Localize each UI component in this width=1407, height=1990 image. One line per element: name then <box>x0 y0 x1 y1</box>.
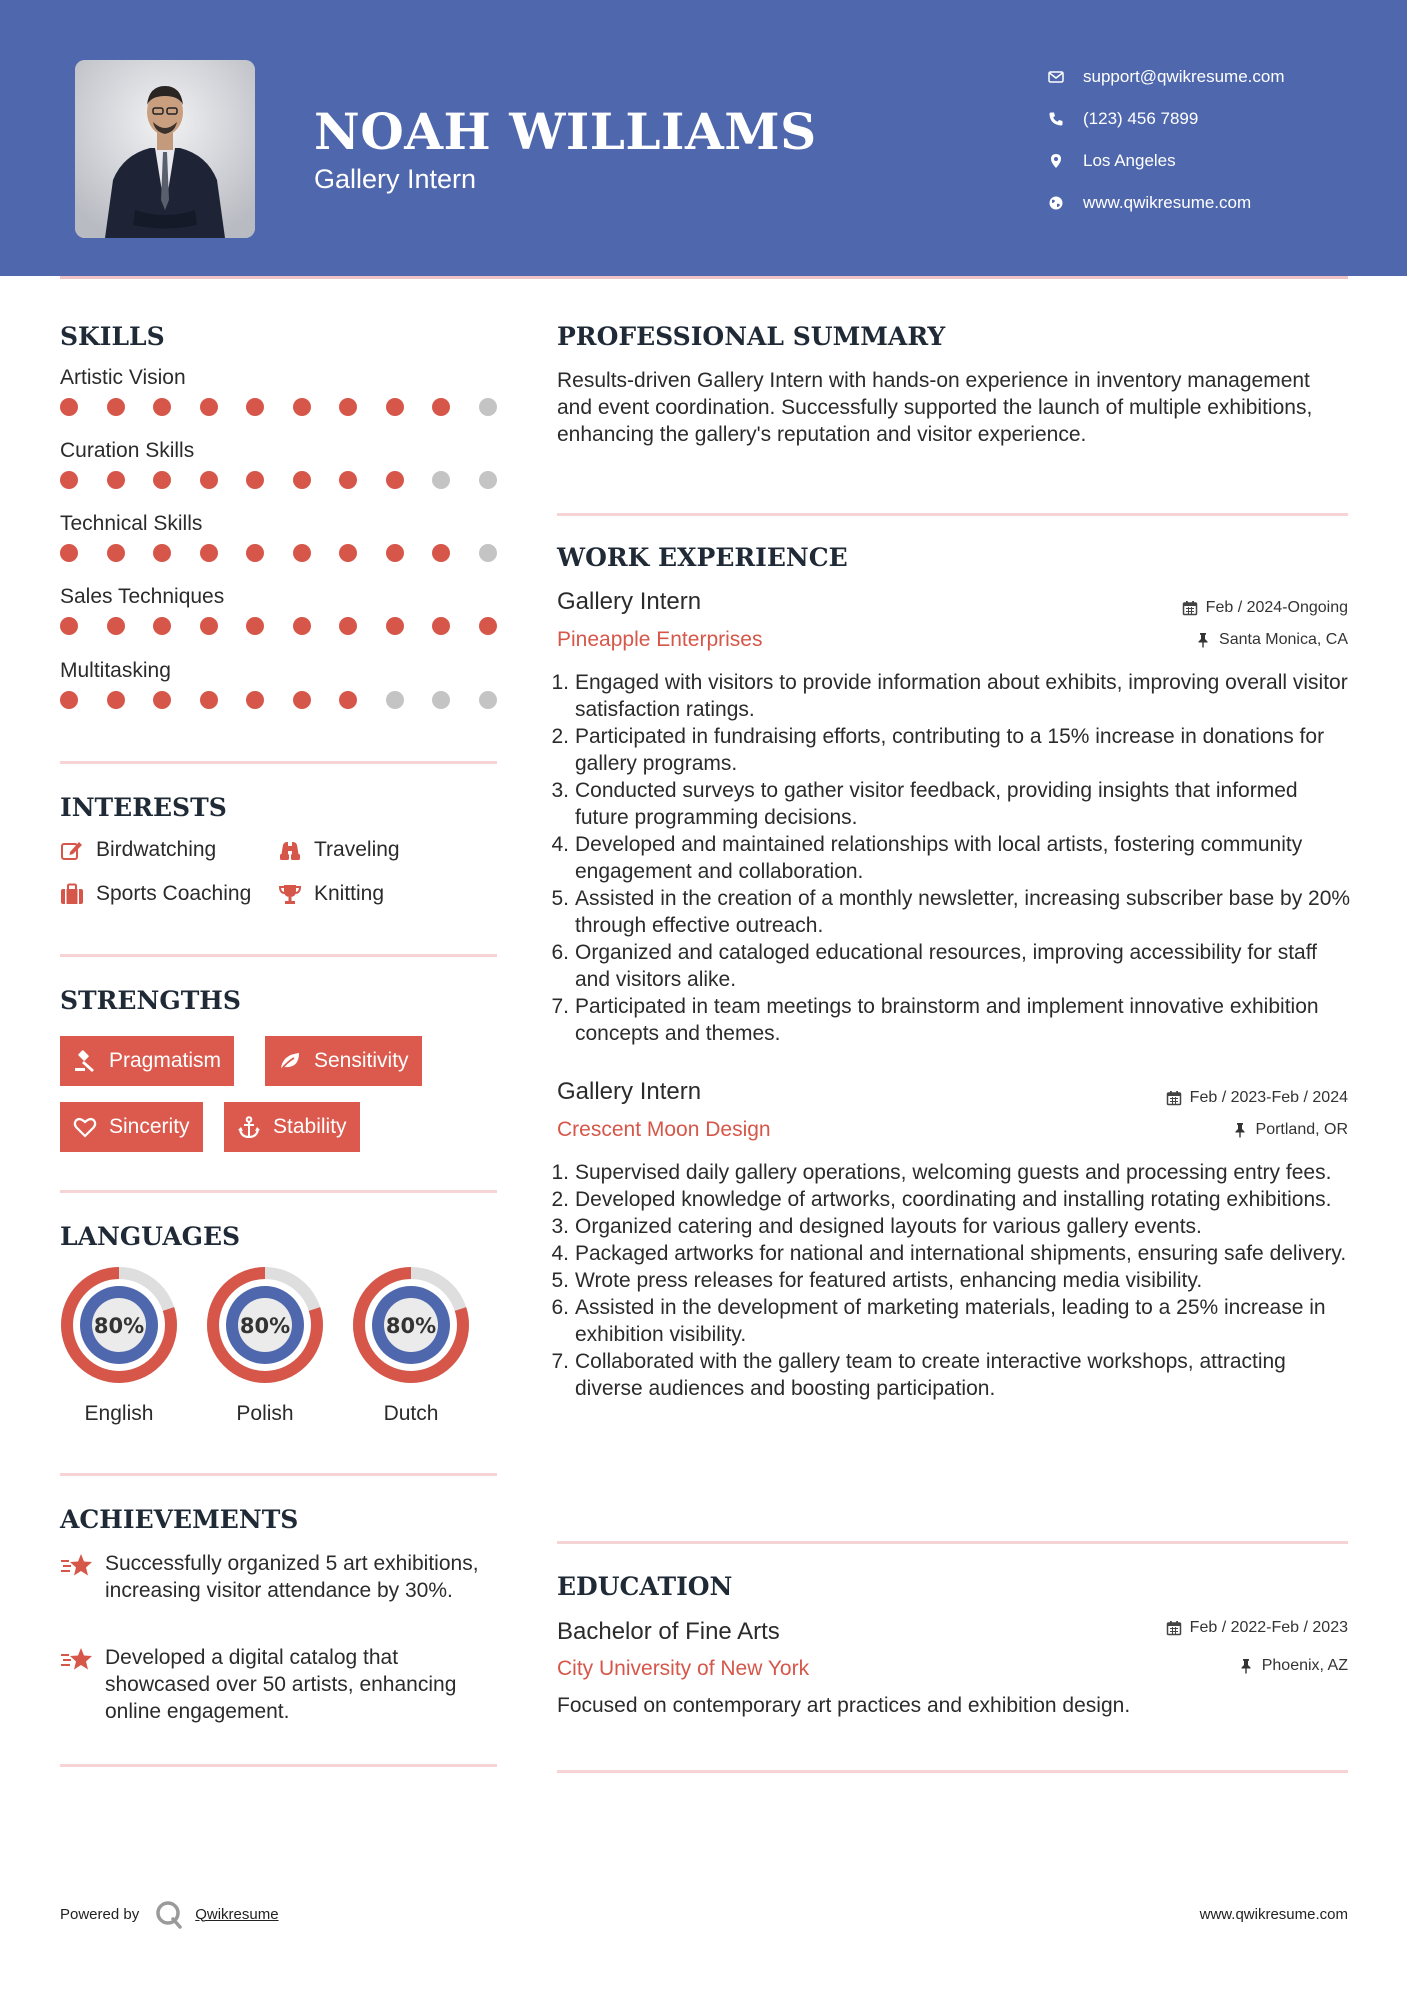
candidate-role: Gallery Intern <box>314 164 477 194</box>
rating-dot-filled <box>386 471 404 489</box>
rating-dot-empty <box>432 471 450 489</box>
globe-icon <box>1048 195 1064 211</box>
strength-label: Sensitivity <box>314 1049 409 1072</box>
job-company: Pineapple Enterprises <box>557 628 763 651</box>
rating-dot-filled <box>293 544 311 562</box>
section-divider <box>60 1190 497 1193</box>
list-item-text: Organized catering and designed layouts for various gallery events. <box>575 1215 1202 1238</box>
contact-website-text: www.qwikresume.com <box>1083 193 1252 212</box>
powered-by-label: Powered by <box>60 1905 140 1923</box>
rating-dot-filled <box>60 544 78 562</box>
strength-tag <box>60 1036 234 1086</box>
job-dates <box>1166 1089 1348 1107</box>
interest-item <box>278 882 384 906</box>
list-item: 6. Assisted in the development of marketing materials, leading to a 25% increase in exhibition visibility. <box>551 1296 1326 1346</box>
rating-dot-filled <box>107 691 125 709</box>
pushpin-icon <box>1195 632 1211 648</box>
achievement-text: Successfully organized 5 art exhibitions, increasing visitor attendance by 30%. <box>105 1552 479 1602</box>
list-item-text: Packaged artworks for national and international shipments, ensuring safe delivery. <box>575 1242 1347 1265</box>
edit-icon <box>60 839 84 861</box>
star-icon <box>60 1646 94 1672</box>
degree-title: Bachelor of Fine Arts <box>557 1618 780 1645</box>
rating-dot-filled <box>339 544 357 562</box>
education-heading: EDUCATION <box>557 1572 733 1601</box>
skill-name: Artistic Vision <box>60 366 186 389</box>
achievement-item <box>60 1550 500 1604</box>
calendar-icon <box>1166 1620 1182 1636</box>
rating-dot-filled <box>60 617 78 635</box>
language-percent: 80% <box>239 1314 291 1338</box>
list-item: 3. Organized catering and designed layouts for various gallery events. <box>551 1215 1202 1238</box>
rating-dot-filled <box>200 471 218 489</box>
job-responsibilities <box>551 1159 1357 1402</box>
job-dates <box>1182 599 1348 617</box>
strength-tag <box>60 1102 203 1152</box>
skill-item <box>60 659 500 709</box>
list-item: 4. Developed and maintained relationships with local artists, fostering community engagement and collaboration. <box>551 833 1303 883</box>
rating-dot-empty <box>479 544 497 562</box>
contact-website[interactable] <box>1048 182 1285 224</box>
contact-location <box>1048 140 1285 182</box>
strengths-heading: STRENGTHS <box>60 986 241 1015</box>
language-name: English <box>84 1402 154 1425</box>
list-item-text: Engaged with visitors to provide information about exhibits, improving overall visitor satisfaction ratings. <box>575 671 1348 721</box>
heart-icon <box>73 1116 97 1138</box>
list-item: 2. Developed knowledge of artworks, coordinating and installing rotating exhibitions. <box>551 1188 1332 1211</box>
skill-rating <box>60 689 500 709</box>
list-item: 2. Participated in fundraising efforts, contributing to a 15% increase in donations for gallery programs. <box>551 725 1325 775</box>
skill-item <box>60 512 500 562</box>
rating-dot-filled <box>153 471 171 489</box>
education-location <box>1238 1657 1348 1675</box>
strength-label: Sincerity <box>109 1115 190 1138</box>
job-location-text: Portland, OR <box>1255 1121 1348 1138</box>
language-item <box>59 1265 179 1426</box>
rating-dot-filled <box>339 617 357 635</box>
job-location <box>1195 631 1348 649</box>
list-item-text: Developed knowledge of artworks, coordinating and installing rotating exhibitions. <box>575 1188 1332 1211</box>
languages-heading: LANGUAGES <box>60 1222 241 1251</box>
list-item-text: Collaborated with the gallery team to create interactive workshops, attracting diverse audiences and boosting participation. <box>575 1350 1286 1400</box>
rating-dot-filled <box>246 544 264 562</box>
rating-dot-filled <box>246 691 264 709</box>
skill-name: Curation Skills <box>60 439 195 462</box>
list-item-text: Participated in team meetings to brainstorm and implement innovative exhibition concepts and themes. <box>575 995 1319 1045</box>
list-item: 1. Engaged with visitors to provide information about exhibits, improving overall visitor satisfaction ratings. <box>551 671 1348 721</box>
rating-dot-filled <box>246 471 264 489</box>
education-dates-text: Feb / 2022-Feb / 2023 <box>1189 1619 1348 1636</box>
section-divider <box>60 1473 497 1476</box>
rating-dot-filled <box>153 544 171 562</box>
education-description: Focused on contemporary art practices and exhibition design. <box>557 1694 1131 1717</box>
skill-item <box>60 585 500 635</box>
rating-dot-filled <box>107 471 125 489</box>
calendar-icon <box>1166 1090 1182 1106</box>
section-divider <box>557 1541 1348 1544</box>
list-item-text: Assisted in the development of marketing materials, leading to a 25% increase in exhibition visibility. <box>575 1296 1326 1346</box>
job-title: Gallery Intern <box>557 588 702 615</box>
interest-label: Traveling <box>314 838 400 861</box>
interest-label: Knitting <box>314 882 385 905</box>
contact-phone[interactable] <box>1048 98 1285 140</box>
profile-photo <box>75 60 255 238</box>
list-item-text: Organized and cataloged educational resources, improving accessibility for staff and visitors alike. <box>575 941 1318 991</box>
contact-phone-text: (123) 456 7899 <box>1083 109 1199 128</box>
list-item: 5. Wrote press releases for featured artists, enhancing media visibility. <box>551 1269 1203 1292</box>
language-item <box>205 1265 325 1426</box>
contact-email[interactable] <box>1048 56 1285 98</box>
skills-heading: SKILLS <box>60 322 165 351</box>
rating-dot-filled <box>339 398 357 416</box>
gavel-icon <box>73 1050 97 1072</box>
job-responsibilities <box>551 669 1357 1047</box>
school-name: City University of New York <box>557 1657 810 1680</box>
rating-dot-filled <box>246 617 264 635</box>
skill-name: Technical Skills <box>60 512 203 535</box>
header-divider <box>60 276 1348 279</box>
rating-dot-filled <box>293 398 311 416</box>
list-item-text: Developed and maintained relationships with local artists, fostering community engagement and collaboration. <box>575 833 1303 883</box>
summary-heading: PROFESSIONAL SUMMARY <box>557 322 946 351</box>
rating-dot-filled <box>339 471 357 489</box>
rating-dot-filled <box>153 691 171 709</box>
list-item-text: Wrote press releases for featured artists, enhancing media visibility. <box>575 1269 1203 1292</box>
language-ring <box>205 1265 325 1385</box>
rating-dot-filled <box>60 691 78 709</box>
experience-heading: WORK EXPERIENCE <box>557 543 848 572</box>
summary-text: Results-driven Gallery Intern with hands-on experience in inventory management and event coordination. Successfully supported the launch of multiple exhibitions, enhancing the gallery's reputation and visitor experience. <box>557 369 1313 446</box>
education-dates <box>1166 1619 1348 1637</box>
rating-dot-empty <box>479 398 497 416</box>
rating-dot-filled <box>293 617 311 635</box>
language-percent: 80% <box>385 1314 437 1338</box>
skill-rating <box>60 542 500 562</box>
phone-icon <box>1048 111 1064 127</box>
rating-dot-filled <box>386 544 404 562</box>
job-dates-text: Feb / 2023-Feb / 2024 <box>1189 1089 1348 1106</box>
rating-dot-filled <box>339 691 357 709</box>
candidate-name: NOAH WILLIAMS <box>314 102 817 161</box>
skill-item <box>60 439 500 489</box>
list-item: 3. Conducted surveys to gather visitor feedback, providing insights that informed future programming decisions. <box>551 779 1298 829</box>
skill-item <box>60 366 500 416</box>
section-divider <box>557 1770 1348 1773</box>
interest-label: Sports Coaching <box>96 882 252 905</box>
contact-email-text: support@qwikresume.com <box>1083 67 1285 86</box>
rating-dot-filled <box>107 617 125 635</box>
skill-rating <box>60 396 500 416</box>
job-location <box>1232 1121 1348 1139</box>
skill-rating <box>60 469 500 489</box>
achievement-text: Developed a digital catalog that showcased over 50 artists, enhancing online engagement. <box>105 1646 457 1723</box>
section-divider <box>60 1764 497 1767</box>
achievement-item <box>60 1644 500 1725</box>
rating-dot-empty <box>386 691 404 709</box>
list-item: 1. Supervised daily gallery operations, welcoming guests and processing entry fees. <box>551 1161 1332 1184</box>
rating-dot-filled <box>432 617 450 635</box>
job-title: Gallery Intern <box>557 1078 702 1105</box>
rating-dot-filled <box>107 544 125 562</box>
strength-label: Stability <box>273 1115 347 1138</box>
qwikresume-logo-icon <box>153 1898 185 1930</box>
rating-dot-empty <box>479 471 497 489</box>
envelope-icon <box>1048 69 1064 85</box>
footer-url[interactable]: www.qwikresume.com <box>1199 1906 1348 1923</box>
leaf-icon <box>278 1050 302 1072</box>
rating-dot-empty <box>432 691 450 709</box>
rating-dot-filled <box>200 544 218 562</box>
interest-item <box>60 882 251 906</box>
rating-dot-filled <box>246 398 264 416</box>
rating-dot-filled <box>293 471 311 489</box>
rating-dot-empty <box>479 691 497 709</box>
rating-dot-filled <box>386 617 404 635</box>
pushpin-icon <box>1238 1658 1254 1674</box>
language-name: Dutch <box>383 1402 439 1425</box>
rating-dot-filled <box>200 617 218 635</box>
binoculars-icon <box>278 839 302 861</box>
interest-label: Birdwatching <box>96 838 217 861</box>
rating-dot-filled <box>386 398 404 416</box>
rating-dot-filled <box>60 398 78 416</box>
job-location-text: Santa Monica, CA <box>1219 631 1348 648</box>
skill-name: Multitasking <box>60 659 171 682</box>
rating-dot-filled <box>432 544 450 562</box>
rating-dot-filled <box>107 398 125 416</box>
job-company: Crescent Moon Design <box>557 1118 771 1141</box>
language-ring <box>351 1265 471 1385</box>
list-item-text: Conducted surveys to gather visitor feedback, providing insights that informed future programming decisions. <box>575 779 1298 829</box>
achievements-heading: ACHIEVEMENTS <box>60 1505 299 1534</box>
list-item: 6. Organized and cataloged educational resources, improving accessibility for staff and visitors alike. <box>551 941 1318 991</box>
language-ring <box>59 1265 179 1385</box>
calendar-icon <box>1182 600 1198 616</box>
skill-name: Sales Techniques <box>60 585 225 608</box>
rating-dot-filled <box>293 691 311 709</box>
briefcase-icon <box>60 883 84 905</box>
interests-heading: INTERESTS <box>60 793 227 822</box>
language-percent: 80% <box>93 1314 145 1338</box>
qwikresume-link[interactable]: Qwikresume <box>195 1905 279 1923</box>
list-item-text: Supervised daily gallery operations, welcoming guests and processing entry fees. <box>575 1161 1332 1184</box>
list-item: 4. Packaged artworks for national and international shipments, ensuring safe delivery. <box>551 1242 1347 1265</box>
section-divider <box>60 761 497 764</box>
profile-photo-image <box>75 60 255 238</box>
anchor-icon <box>237 1116 261 1138</box>
rating-dot-filled <box>153 398 171 416</box>
list-item: 5. Assisted in the creation of a monthly newsletter, increasing subscriber base by 20% through effective outreach. <box>551 887 1351 937</box>
trophy-icon <box>278 883 302 905</box>
rating-dot-filled <box>60 471 78 489</box>
job-dates-text: Feb / 2024-Ongoing <box>1205 599 1348 616</box>
rating-dot-filled <box>432 398 450 416</box>
list-item-text: Participated in fundraising efforts, contributing to a 15% increase in donations for gallery programs. <box>575 725 1325 775</box>
contact-list <box>1048 56 1285 224</box>
resume-header <box>0 0 1407 276</box>
list-item: 7. Collaborated with the gallery team to create interactive workshops, attracting diverse audiences and boosting participation. <box>551 1350 1286 1400</box>
interest-item <box>60 838 216 862</box>
rating-dot-filled <box>200 398 218 416</box>
map-marker-icon <box>1048 153 1064 169</box>
language-name: Polish <box>236 1402 294 1425</box>
rating-dot-filled <box>153 617 171 635</box>
skill-rating <box>60 615 500 635</box>
section-divider <box>60 954 497 957</box>
rating-dot-filled <box>479 617 497 635</box>
interest-item <box>278 838 400 862</box>
pushpin-icon <box>1232 1122 1248 1138</box>
strength-label: Pragmatism <box>109 1049 222 1072</box>
language-item <box>351 1265 471 1426</box>
strength-tag <box>265 1036 422 1086</box>
list-item: 7. Participated in team meetings to brainstorm and implement innovative exhibition concepts and themes. <box>551 995 1319 1045</box>
contact-location-text: Los Angeles <box>1083 151 1176 170</box>
education-location-text: Phoenix, AZ <box>1261 1657 1348 1674</box>
rating-dot-filled <box>200 691 218 709</box>
strength-tag <box>224 1102 360 1152</box>
section-divider <box>557 513 1348 516</box>
footer-branding <box>60 1898 279 1930</box>
star-icon <box>60 1552 94 1578</box>
list-item-text: Assisted in the creation of a monthly newsletter, increasing subscriber base by 20% through effective outreach. <box>575 887 1351 937</box>
